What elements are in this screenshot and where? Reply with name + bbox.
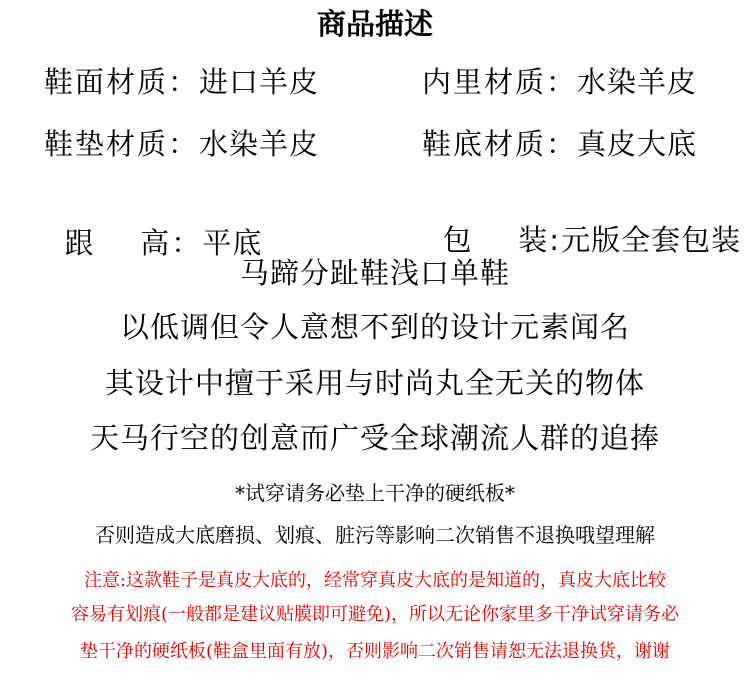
warning-line-2: 容易有划痕(一般都是建议贴膜即可避免)，所以无论你家里多干净试穿请务必 xyxy=(70,604,680,625)
spec-lining-label: 内里材质： xyxy=(422,65,578,99)
spec-package-value: 元版全套包装 xyxy=(561,223,742,257)
spec-heel xyxy=(44,183,262,263)
notice-line-1: *试穿请务必垫上干净的硬纸板* xyxy=(235,481,515,505)
warning-line-1: 注意:这款鞋子是真皮大底的，经常穿真皮大底的是知道的，真皮大底比较 xyxy=(83,570,667,591)
spec-lining xyxy=(422,62,697,102)
tagline-line-4: 天马行空的创意而广受全球潮流人群的追捧 xyxy=(89,421,660,455)
spec-sole-label: 鞋底材质： xyxy=(422,127,578,161)
spec-heel-value: 平底 xyxy=(202,226,263,260)
tagline-line-1: 马蹄分趾鞋浅口单鞋 xyxy=(239,256,510,290)
spec-package-label: 包 装: xyxy=(442,223,562,257)
page-title: 商品描述 xyxy=(316,7,433,41)
spec-sole xyxy=(422,124,697,164)
spec-heel-label: 跟 高： xyxy=(64,226,203,260)
spec-upper-label: 鞋面材质： xyxy=(44,65,200,99)
spec-lining-value: 水染羊皮 xyxy=(577,65,698,99)
spec-insole-value: 水染羊皮 xyxy=(199,127,320,161)
spec-insole xyxy=(44,124,319,164)
spec-sole-value: 真皮大底 xyxy=(577,127,698,161)
warning-line-3: 垫干净的硬纸板(鞋盒里面有放)，否则影响二次销售请恕无法退换货，谢谢 xyxy=(79,641,671,662)
notice-line-2: 否则造成大底磨损、划痕、脏污等影响二次销售不退换哦望理解 xyxy=(95,523,655,547)
spec-upper-value: 进口羊皮 xyxy=(199,65,320,99)
tagline-line-2: 以低调但令人意想不到的设计元素闻名 xyxy=(119,310,630,344)
tagline-line-3: 其设计中擅于采用与时尚丸全无关的物体 xyxy=(104,366,645,400)
spec-package xyxy=(422,180,741,260)
spec-upper xyxy=(44,62,319,102)
spec-insole-label: 鞋垫材质： xyxy=(44,127,200,161)
